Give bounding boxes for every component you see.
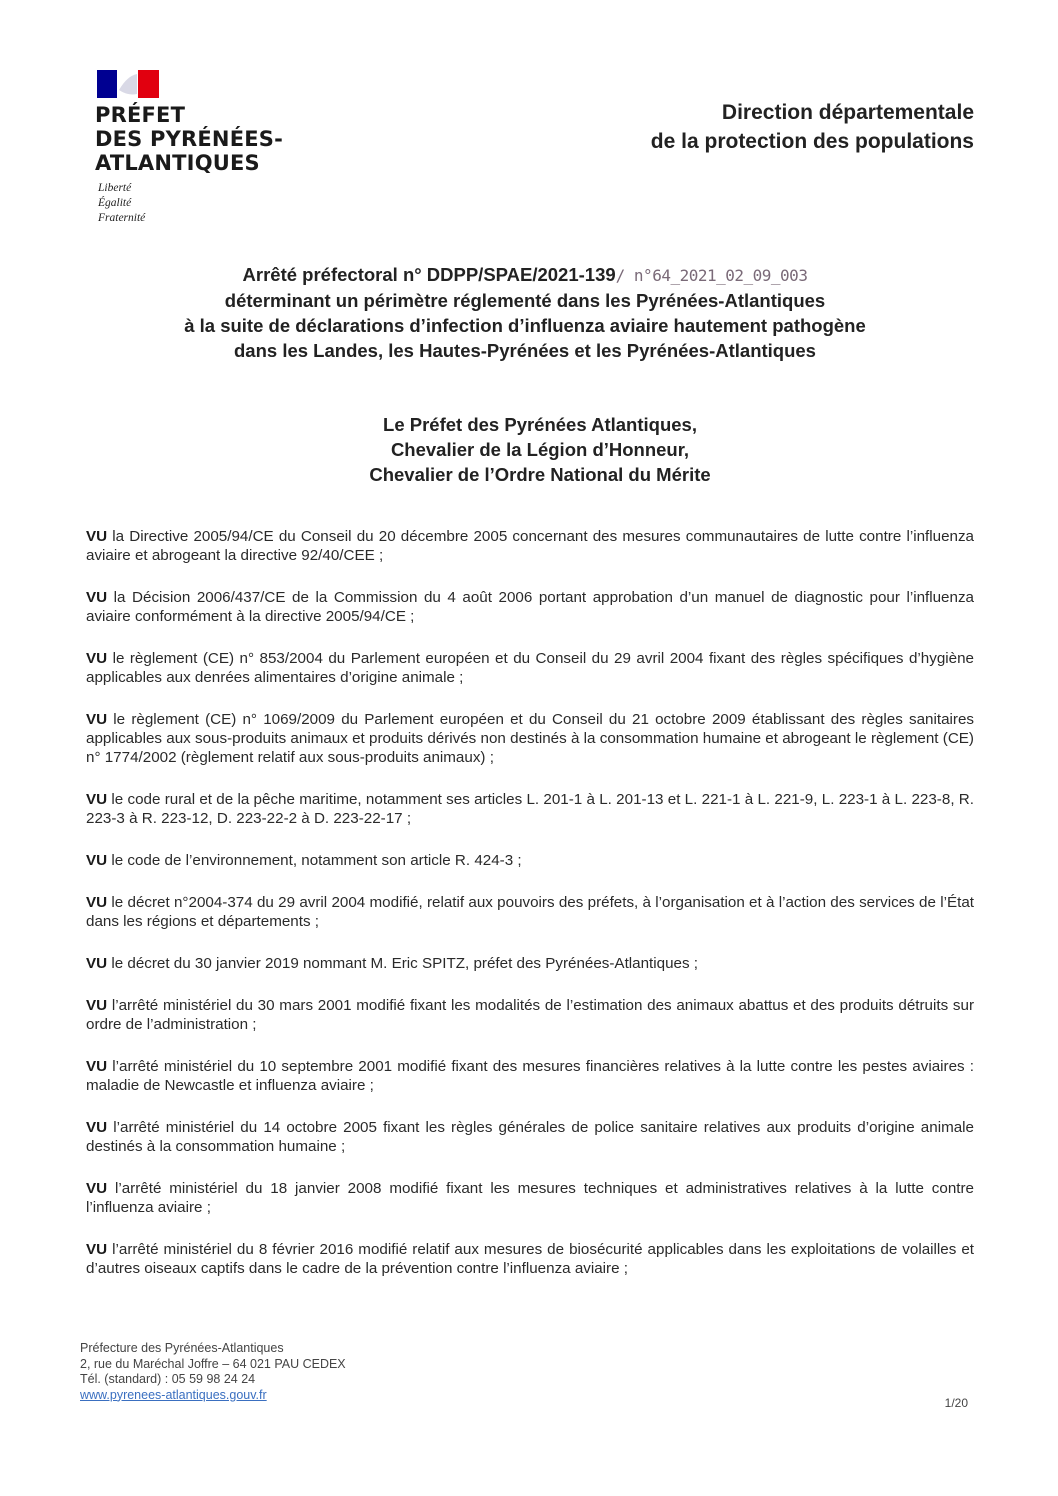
- vu-keyword: VU: [86, 791, 108, 808]
- vu-keyword: VU: [86, 589, 108, 606]
- visa-text: le décret du 30 janvier 2019 nommant M. Eric SPITZ, préfet des Pyrénées-Atlantiques ;: [107, 955, 699, 972]
- visa-paragraph: [86, 1057, 974, 1095]
- vu-keyword: VU: [86, 528, 108, 545]
- vu-keyword: VU: [86, 1119, 108, 1136]
- motto-line: Égalité: [98, 197, 132, 209]
- vu-keyword: VU: [86, 1180, 108, 1197]
- vu-keyword: VU: [86, 894, 108, 911]
- arrete-number-line: [120, 262, 930, 288]
- visa-text: la Directive 2005/94/CE du Conseil du 20 décembre 2005 concernant des mesures communautaires de lutte contre l’influenza aviaire et abrogeant la directive 92/40/CEE ;: [86, 528, 974, 564]
- visa-paragraph: [86, 851, 974, 870]
- prefet-titles: [170, 412, 910, 487]
- direction-line: Direction départementale: [721, 101, 974, 124]
- visa-paragraph: [86, 1240, 974, 1278]
- handwritten-registration-number: / n°64_2021_02_09_003: [615, 266, 808, 285]
- prefet-line: ATLANTIQUES: [95, 151, 260, 175]
- prefecture-address-footer: [80, 1341, 346, 1403]
- visa-text: le règlement (CE) n° 1069/2009 du Parlement européen et du Conseil du 21 octobre 2009 établissant des règles sanitaires applicables aux sous-produits animaux et produits dérivés non destinés à la consommation humaine et abrogeant le règlement (CE) n° 1774/2002 (règlement relatif aux sous-produits animaux) ;: [86, 711, 974, 766]
- visa-text: la Décision 2006/437/CE de la Commission du 4 août 2006 portant approbation d’un manuel de diagnostic pour l’influenza aviaire conformément à la directive 2005/94/CE ;: [86, 589, 974, 625]
- vu-keyword: VU: [86, 997, 108, 1014]
- prefet-title-line: Chevalier de la Légion d’Honneur,: [390, 439, 690, 460]
- visa-paragraph: [86, 1179, 974, 1217]
- vu-keyword: VU: [86, 650, 108, 667]
- visa-paragraph: [86, 710, 974, 767]
- arrete-title: [120, 262, 930, 363]
- visa-text: le règlement (CE) n° 853/2004 du Parlement européen et du Conseil du 29 avril 2004 fixant des règles spécifiques d’hygiène applicables aux denrées alimentaires d’origine animale ;: [86, 650, 974, 686]
- visa-text: le code de l’environnement, notamment son article R. 424-3 ;: [107, 852, 522, 869]
- arrete-number: Arrêté préfectoral n° DDPP/SPAE/2021-139: [242, 264, 616, 285]
- motto-line: Fraternité: [98, 212, 146, 224]
- footer-line: Préfecture des Pyrénées-Atlantiques: [80, 1341, 284, 1355]
- visa-text: l’arrêté ministériel du 10 septembre 2001 modifié fixant des mesures financières relatives à la lutte contre les pestes aviaires : maladie de Newcastle et influenza aviaire ;: [86, 1058, 974, 1094]
- issuing-direction: [651, 98, 974, 156]
- visa-paragraph: [86, 1118, 974, 1156]
- visa-paragraph: [86, 893, 974, 931]
- visa-paragraph: [86, 649, 974, 687]
- page-number: 1/20: [944, 1396, 968, 1410]
- website-link[interactable]: www.pyrenees-atlantiques.gouv.fr: [80, 1387, 267, 1402]
- direction-line: de la protection des populations: [650, 130, 974, 153]
- visa-text: le décret n°2004-374 du 29 avril 2004 modifié, relatif aux pouvoirs des préfets, à l’organisation et à l’action des services de l’État dans les régions et départements ;: [86, 894, 974, 930]
- visa-text: l’arrêté ministériel du 14 octobre 2005 fixant les règles générales de police sanitaire relatives aux produits d’origine animale destinés à la consommation humaine ;: [86, 1119, 974, 1155]
- vu-keyword: VU: [86, 955, 108, 972]
- prefet-title-line: Chevalier de l’Ordre National du Mérite: [369, 464, 711, 485]
- prefet-line: PRÉFET: [95, 103, 186, 127]
- prefet-line: DES PYRÉNÉES-: [95, 127, 284, 151]
- visas-list: [86, 527, 974, 1301]
- title-line: déterminant un périmètre réglementé dans les Pyrénées-Atlantiques: [224, 290, 826, 311]
- motto-line: Liberté: [98, 182, 132, 194]
- visa-paragraph: [86, 996, 974, 1034]
- footer-line: Tél. (standard) : 05 59 98 24 24: [80, 1372, 256, 1386]
- prefet-title-line: Le Préfet des Pyrénées Atlantiques,: [383, 414, 697, 435]
- marianne-flag-icon: [97, 70, 159, 98]
- vu-keyword: VU: [86, 711, 108, 728]
- vu-keyword: VU: [86, 1241, 108, 1258]
- vu-keyword: VU: [86, 852, 108, 869]
- republic-motto: [98, 181, 145, 226]
- visa-text: le code rural et de la pêche maritime, notamment ses articles L. 201-1 à L. 201-13 et L. 221-1 à L. 221-9, L. 223-1 à L. 223-8, R. 223-3 à R. 223-12, D. 223-22-2 à D. 223-22-17 ;: [86, 791, 974, 827]
- visa-text: l’arrêté ministériel du 18 janvier 2008 modifié fixant les mesures techniques et administratives relatives à la lutte contre l’influenza aviaire ;: [86, 1180, 974, 1216]
- prefet-logo-text: [95, 103, 283, 175]
- visa-paragraph: [86, 790, 974, 828]
- title-line: à la suite de déclarations d’infection d’influenza aviaire hautement pathogène: [184, 315, 866, 336]
- visa-text: l’arrêté ministériel du 8 février 2016 modifié relatif aux mesures de biosécurité applicables dans les exploitations de volailles et d’autres oiseaux captifs dans le cadre de la prévention contre l’influenza aviaire ;: [86, 1241, 974, 1277]
- visa-paragraph: [86, 588, 974, 626]
- vu-keyword: VU: [86, 1058, 108, 1075]
- visa-paragraph: [86, 954, 974, 973]
- footer-line: 2, rue du Maréchal Joffre – 64 021 PAU CEDEX: [80, 1356, 346, 1371]
- visa-paragraph: [86, 527, 974, 565]
- title-line: dans les Landes, les Hautes-Pyrénées et les Pyrénées-Atlantiques: [234, 340, 816, 361]
- visa-text: l’arrêté ministériel du 30 mars 2001 modifié fixant les modalités de l’estimation des animaux abattus et des produits détruits sur ordre de l’administration ;: [86, 997, 974, 1033]
